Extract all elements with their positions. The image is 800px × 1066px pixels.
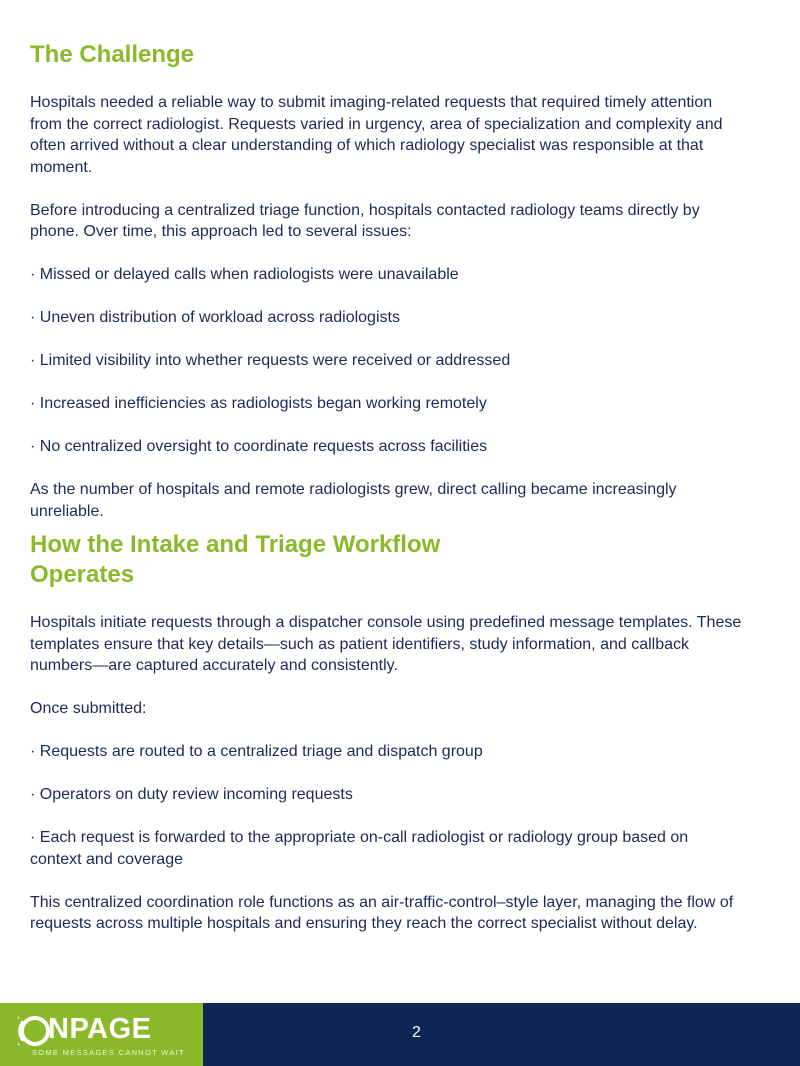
heading-line: Operates [30,561,135,588]
bullet-item: · Operators on duty review incoming requests [30,786,353,803]
bullet-item: · Increased inefficiencies as radiologists began working remotely [30,395,487,412]
paragraph: Hospitals initiate requests through a dispatcher console using predefined message templates. These templates ensure that key details—such as patient identifiers, study information, and callback numbers—are captured accurately and consistently. [30,614,742,674]
onpage-logo [0,1003,203,1066]
paragraph: Before introducing a centralized triage function, hospitals contacted radiology teams directly by phone. Over time, this approach led to several issues: [30,201,700,240]
bullet-item: · Each request is forwarded to the appropriate on-call radiologist or radiology group based on context and coverage [30,829,689,868]
signal-o-icon [18,1014,52,1048]
paragraph: Once submitted: [30,700,147,717]
page-number: 2 [412,1024,421,1041]
bullet-item: · Uneven distribution of workload across radiologists [30,309,400,326]
paragraph: As the number of hospitals and remote radiologists grew, direct calling became increasingly unreliable. [30,481,677,520]
heading-line: How the Intake and Triage Workflow [30,531,441,558]
logo-wordmark: NPAGE [48,1013,152,1045]
bullet-item: · Limited visibility into whether requests were received or addressed [30,352,511,369]
bullet-item: · Requests are routed to a centralized triage and dispatch group [30,743,483,760]
document-body [30,40,742,935]
bullet-item: · Missed or delayed calls when radiologists were unavailable [30,266,459,283]
bullet-item: · No centralized oversight to coordinate requests across facilities [30,438,488,455]
page-footer [0,1003,800,1066]
logo-tagline: SOME MESSAGES CANNOT WAIT [32,1048,185,1057]
section-heading-challenge: The Challenge [30,41,195,68]
section-heading-workflow [30,530,742,590]
paragraph: Hospitals needed a reliable way to submit imaging-related requests that required timely attention from the correct radiologist. Requests varied in urgency, area of specialization and complexity and often arrived without a clear understanding of which radiology specialist was responsible at that moment. [30,94,723,176]
paragraph: This centralized coordination role functions as an air-traffic-control–style layer, managing the flow of requests across multiple hospitals and ensuring they reach the correct specialist without delay. [30,893,734,932]
